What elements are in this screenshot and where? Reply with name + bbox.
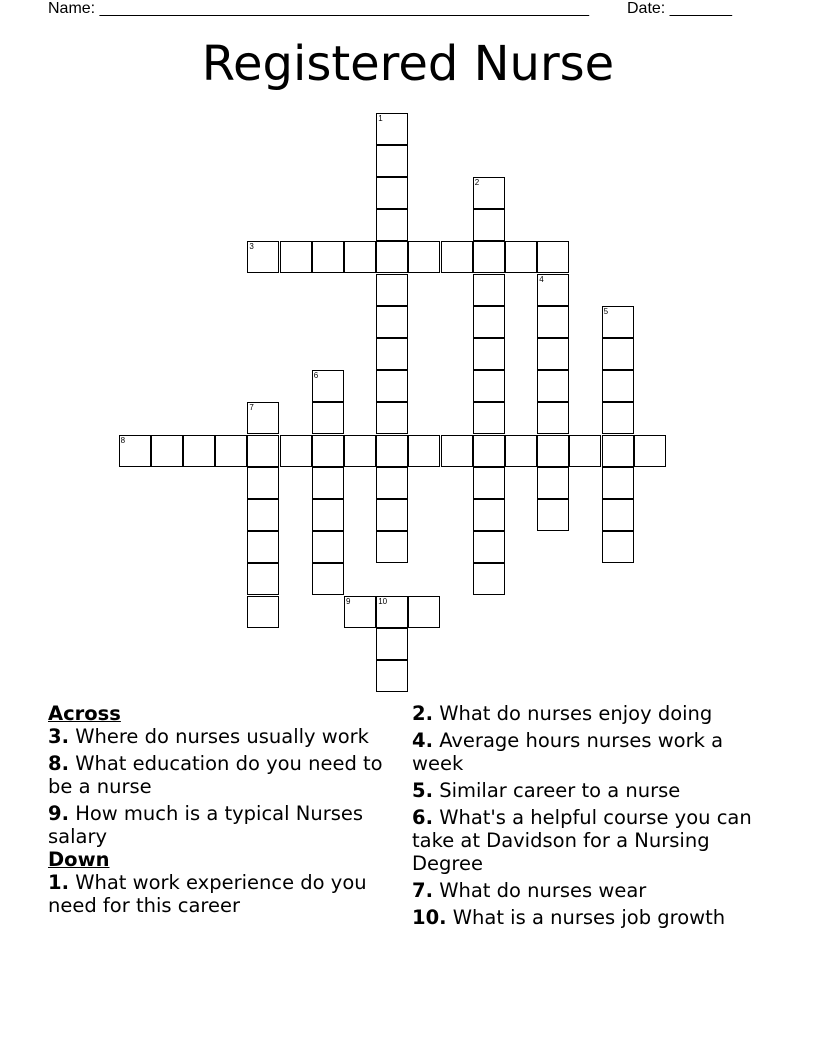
grid-cell[interactable] [473,209,505,241]
name-field-label[interactable]: Name: _______________________________________________________ [48,0,589,17]
grid-cell[interactable] [473,499,505,531]
grid-cell[interactable] [344,596,376,628]
cell-number: 3 [249,242,254,252]
cell-number: 5 [603,306,609,316]
clue-down-7 [412,879,762,902]
grid-cell[interactable] [537,241,569,273]
grid-cell[interactable] [473,435,505,467]
grid-cell[interactable] [376,274,408,306]
grid-cell[interactable] [473,467,505,499]
grid-cell[interactable] [376,402,408,434]
date-field-label[interactable]: Date: _______ [627,0,732,17]
grid-cell[interactable] [215,435,247,467]
grid-cell[interactable] [408,596,440,628]
grid-cell[interactable] [312,563,344,595]
clue-down-1 [48,871,388,917]
across-heading: Across [48,702,121,725]
cell-number: 6 [313,371,319,381]
clue-number: 4. [412,729,433,752]
grid-cell[interactable] [183,435,215,467]
grid-cell[interactable] [247,499,279,531]
grid-cell[interactable] [247,241,279,273]
grid-cell[interactable] [537,499,569,531]
grid-cell[interactable] [602,402,634,434]
grid-cell[interactable] [280,435,312,467]
grid-cell[interactable] [312,435,344,467]
grid-cell[interactable] [247,531,279,563]
down-heading: Down [48,848,110,871]
grid-cell[interactable] [376,209,408,241]
grid-cell[interactable] [473,563,505,595]
grid-cell[interactable] [312,467,344,499]
clue-number: 10. [412,906,447,929]
clue-number: 6. [412,806,433,829]
clue-across-3 [48,725,388,748]
grid-cell[interactable] [602,338,634,370]
grid-cell[interactable] [537,306,569,338]
grid-cell[interactable] [441,435,473,467]
grid-cell[interactable] [312,531,344,563]
grid-cell[interactable] [473,402,505,434]
grid-cell[interactable] [602,370,634,402]
cell-number: 4 [539,274,544,284]
grid-cell[interactable] [537,338,569,370]
grid-cell[interactable] [473,370,505,402]
grid-cell[interactable] [376,241,408,273]
grid-cell[interactable] [473,177,505,209]
clue-text: What is a nurses job growth [452,906,726,929]
grid-cell[interactable] [537,467,569,499]
grid-cell[interactable] [344,435,376,467]
grid-cell[interactable] [602,499,634,531]
grid-cell[interactable] [376,596,408,628]
clue-text: Where do nurses usually work [75,725,369,748]
grid-cell[interactable] [473,338,505,370]
grid-cell[interactable] [408,435,440,467]
grid-cell[interactable] [376,531,408,563]
grid-cell[interactable] [247,596,279,628]
clue-down-4 [412,729,762,775]
grid-cell[interactable] [602,531,634,563]
grid-cell[interactable] [151,435,183,467]
grid-cell[interactable] [602,435,634,467]
clue-across-8 [48,752,388,798]
clue-number: 9. [48,802,69,825]
cell-number: 1 [378,113,383,123]
grid-cell[interactable] [441,241,473,273]
clues-right-column [412,702,762,933]
clue-down-10 [412,906,762,929]
clue-down-6 [412,806,762,875]
grid-cell[interactable] [312,499,344,531]
page-title: Registered Nurse [201,36,615,92]
grid-cell[interactable] [376,467,408,499]
grid-cell[interactable] [473,274,505,306]
clue-text: What do nurses enjoy doing [439,702,713,725]
grid-cell[interactable] [602,467,634,499]
clue-text: How much is a typical Nurses salary [48,802,364,848]
grid-cell[interactable] [376,145,408,177]
clue-number: 7. [412,879,433,902]
clue-number: 3. [48,725,69,748]
clue-down-5 [412,779,762,802]
grid-cell[interactable] [344,241,376,273]
cell-number: 9 [346,596,351,606]
grid-cell[interactable] [537,274,569,306]
clue-down-2 [412,702,762,725]
clue-number: 1. [48,871,69,894]
grid-cell[interactable] [312,370,344,402]
clue-text: What do nurses wear [439,879,647,902]
grid-cell[interactable] [376,435,408,467]
grid-cell[interactable] [376,177,408,209]
grid-cell[interactable] [537,435,569,467]
cell-number: 10 [378,596,388,606]
grid-cell[interactable] [473,531,505,563]
grid-cell[interactable] [473,306,505,338]
grid-cell[interactable] [247,563,279,595]
clue-text: What's a helpful course you can take at Davidson for a Nursing Degree [412,806,752,875]
grid-cell[interactable] [376,370,408,402]
grid-cell[interactable] [602,306,634,338]
clue-number: 8. [48,752,69,775]
grid-cell[interactable] [408,241,440,273]
grid-cell[interactable] [505,435,537,467]
grid-cell[interactable] [376,628,408,660]
clue-text: Similar career to a nurse [439,779,681,802]
grid-cell[interactable] [247,402,279,434]
grid-cell[interactable] [537,370,569,402]
grid-cell[interactable] [473,241,505,273]
clue-text: What education do you need to be a nurse [48,752,383,798]
grid-cell[interactable] [376,660,408,692]
grid-cell[interactable] [376,499,408,531]
clue-number: 5. [412,779,433,802]
clue-text: Average hours nurses work a week [412,729,724,775]
cell-number: 8 [120,435,126,445]
grid-cell[interactable] [376,306,408,338]
grid-cell[interactable] [119,435,151,467]
cell-number: 2 [474,178,480,187]
grid-cell[interactable] [247,435,279,467]
grid-cell[interactable] [505,241,537,273]
grid-cell[interactable] [280,241,312,273]
grid-cell[interactable] [376,113,408,145]
grid-cell[interactable] [537,402,569,434]
grid-cell[interactable] [312,402,344,434]
cell-number: 7 [249,403,254,413]
clue-text: What work experience do you need for this career [48,871,367,917]
grid-cell[interactable] [634,435,666,467]
grid-cell[interactable] [247,467,279,499]
clue-across-9 [48,802,388,848]
grid-cell[interactable] [312,241,344,273]
clue-number: 2. [412,702,433,725]
grid-cell[interactable] [376,338,408,370]
clues-left-column [48,702,388,921]
grid-cell[interactable] [569,435,601,467]
